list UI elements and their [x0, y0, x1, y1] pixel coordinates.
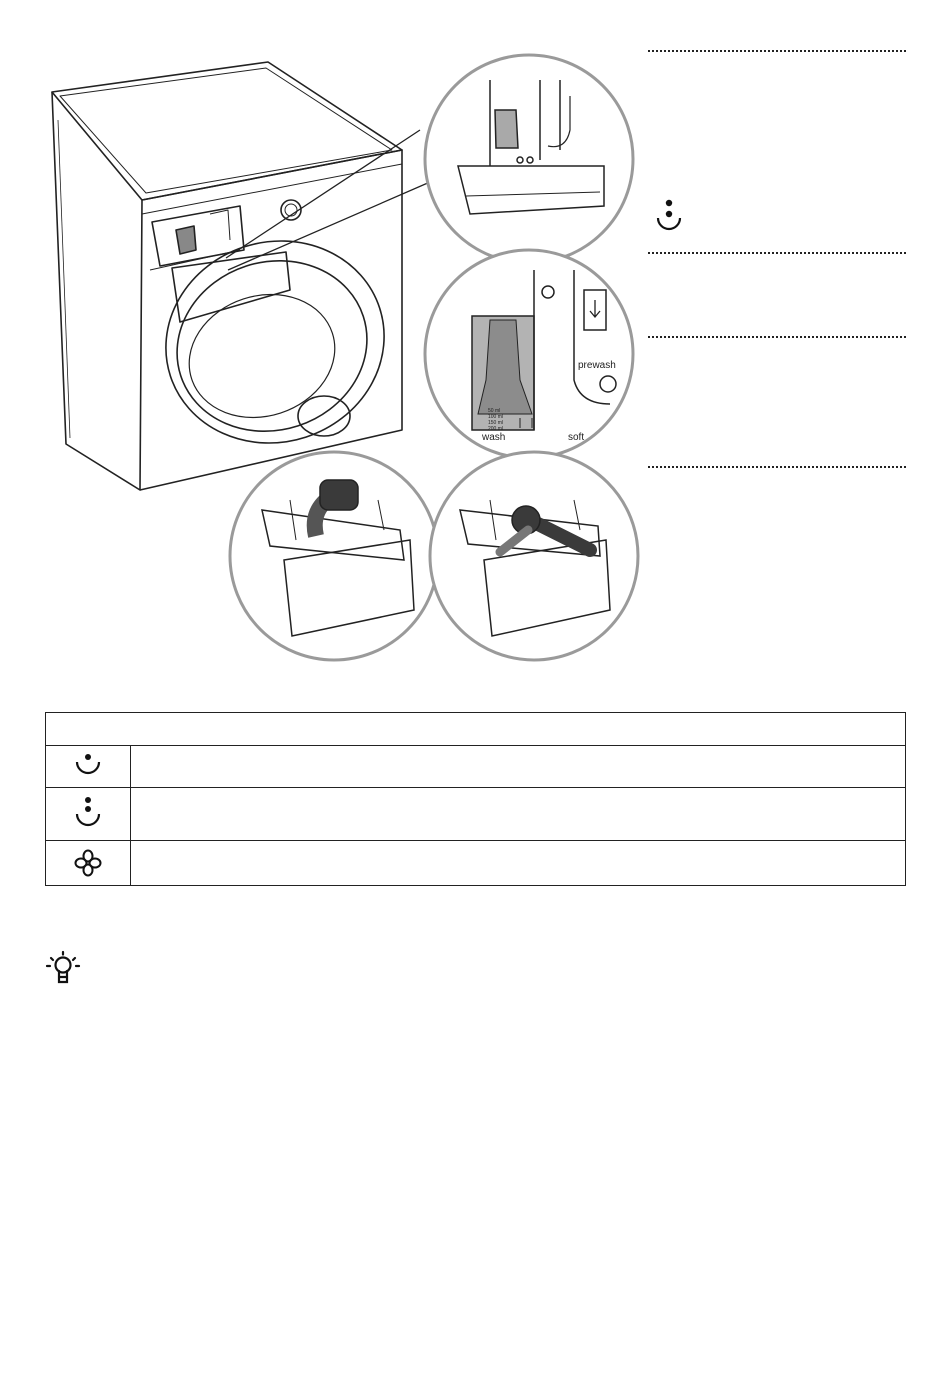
measure-label: 200 ml — [488, 426, 504, 432]
table-row — [46, 746, 905, 788]
symbol-cell — [46, 841, 131, 885]
divider — [648, 50, 906, 52]
divider — [648, 252, 906, 254]
soft-label: soft — [568, 432, 585, 443]
washing-machine-illustration — [0, 0, 950, 680]
measure-label: 50 ml — [488, 408, 501, 414]
table-row — [46, 841, 905, 885]
machine-side — [52, 92, 142, 490]
lightbulb-tip-icon — [44, 950, 82, 990]
row-description — [131, 788, 905, 840]
symbol-cell — [46, 788, 131, 840]
symbol-cell — [46, 746, 131, 787]
compartment-symbol-table — [45, 712, 906, 886]
divider — [648, 336, 906, 338]
measure-label: 150 ml — [488, 420, 504, 426]
measure-label: 100 ml — [488, 414, 504, 420]
table-header — [46, 713, 905, 746]
prewash-compartment-icon — [652, 196, 686, 236]
table-row — [46, 788, 905, 841]
wash-label: wash — [482, 432, 506, 443]
divider — [648, 466, 906, 468]
prewash-compartment-icon — [73, 795, 103, 833]
softener-flower-icon — [74, 849, 102, 877]
row-description — [131, 746, 905, 787]
row-description — [131, 841, 905, 885]
wash-compartment-icon — [73, 752, 103, 782]
detail-circles — [230, 55, 638, 660]
prewash-label: prewash — [578, 360, 616, 371]
